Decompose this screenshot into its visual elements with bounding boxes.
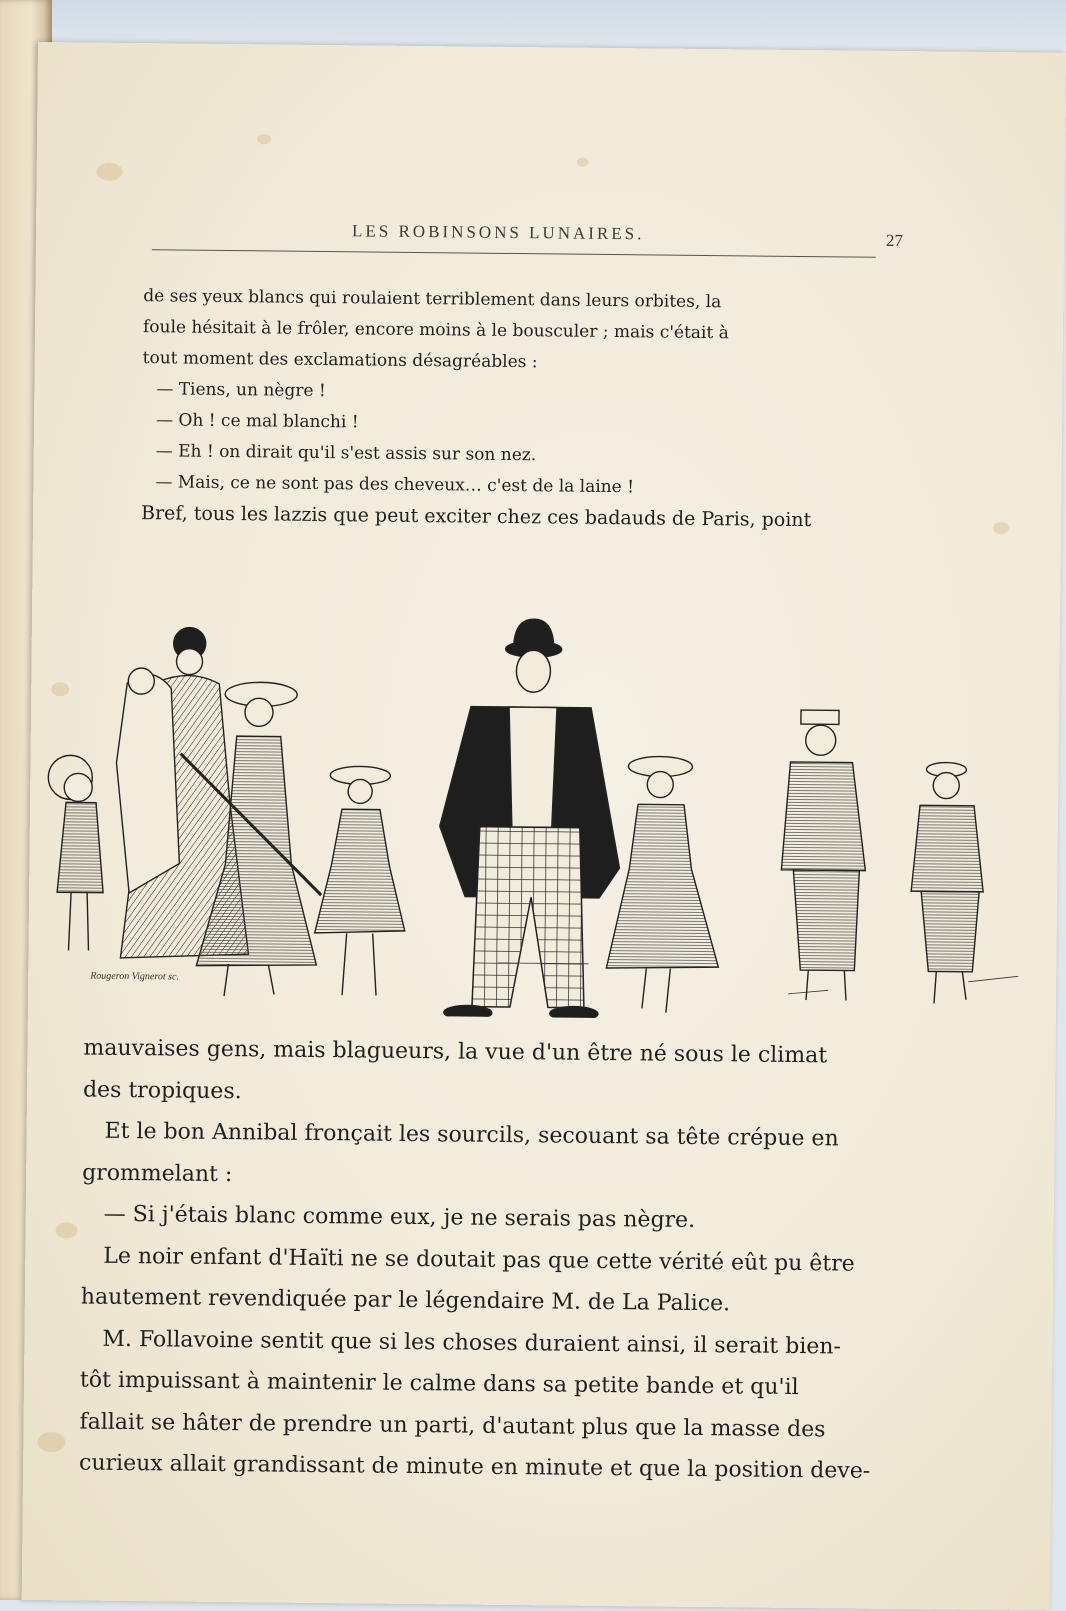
text-line: Bref, tous les lazzis que peut exciter chez ces badauds de Paris, point [140, 502, 812, 532]
engraver-credit: Rougeron Vignerot sc. [90, 970, 180, 983]
text-line: de ses yeux blancs qui roulaient terriblement dans leurs orbites, la [143, 286, 722, 313]
dialogue-line: — Eh ! on dirait qu'il s'est assis sur son nez. [155, 441, 537, 466]
running-title: LES ROBINSONS LUNAIRES. [351, 221, 645, 244]
foxing-stain [993, 522, 1009, 534]
dialogue-line: — Si j'étais blanc comme eux, je ne serais pas nègre. [103, 1201, 696, 1233]
foxing-stain [257, 134, 271, 144]
text-line: curieux allait grandissant de minute en minute et que la position deve- [78, 1450, 871, 1484]
text-line: Le noir enfant d'Haïti ne se doutait pas que cette vérité eût pu être [103, 1243, 855, 1277]
text-line: grommelant : [82, 1160, 233, 1187]
text-line: M. Follavoine sentit que si les choses duraient ainsi, il serait bien- [102, 1326, 842, 1359]
text-line: tôt impuissant à maintenir le calme dans sa petite bande et qu'il [79, 1367, 799, 1401]
foxing-stain [97, 163, 123, 181]
text-line: fallait se hâter de prendre un parti, d'autant plus que la masse des [79, 1409, 826, 1442]
header-rule [152, 249, 876, 258]
text-block-bottom [79, 1028, 875, 1493]
dialogue-line: — Oh ! ce mal blanchi ! [155, 410, 359, 433]
text-line: tout moment des exclamations désagréables : [142, 348, 538, 373]
foxing-stain [37, 1432, 65, 1452]
text-line: hautement revendiquée par le légendaire M. de La Palice. [80, 1284, 731, 1317]
engraving-illustration [28, 562, 1033, 1022]
text-line: mauvaises gens, mais blagueurs, la vue d'un être né sous le climat [83, 1035, 828, 1069]
text-line: des tropiques. [82, 1077, 242, 1104]
group-of-figures-engraving [28, 562, 1033, 1022]
text-block-top [141, 281, 814, 536]
running-head [146, 213, 946, 261]
foxing-stain [55, 1222, 77, 1238]
text-line: foule hésitait à le frôler, encore moins à le bousculer ; mais c'était à [142, 317, 729, 344]
dialogue-line: — Tiens, un nègre ! [156, 379, 326, 402]
text-line: Et le bon Annibal fronçait les sourcils, secouant sa tête crépue en [104, 1118, 839, 1152]
page-number: 27 [885, 230, 904, 251]
dialogue-line: — Mais, ce ne sont pas des cheveux… c'est de la laine ! [155, 472, 635, 498]
foxing-stain [577, 158, 589, 167]
book-page [22, 42, 1066, 1611]
